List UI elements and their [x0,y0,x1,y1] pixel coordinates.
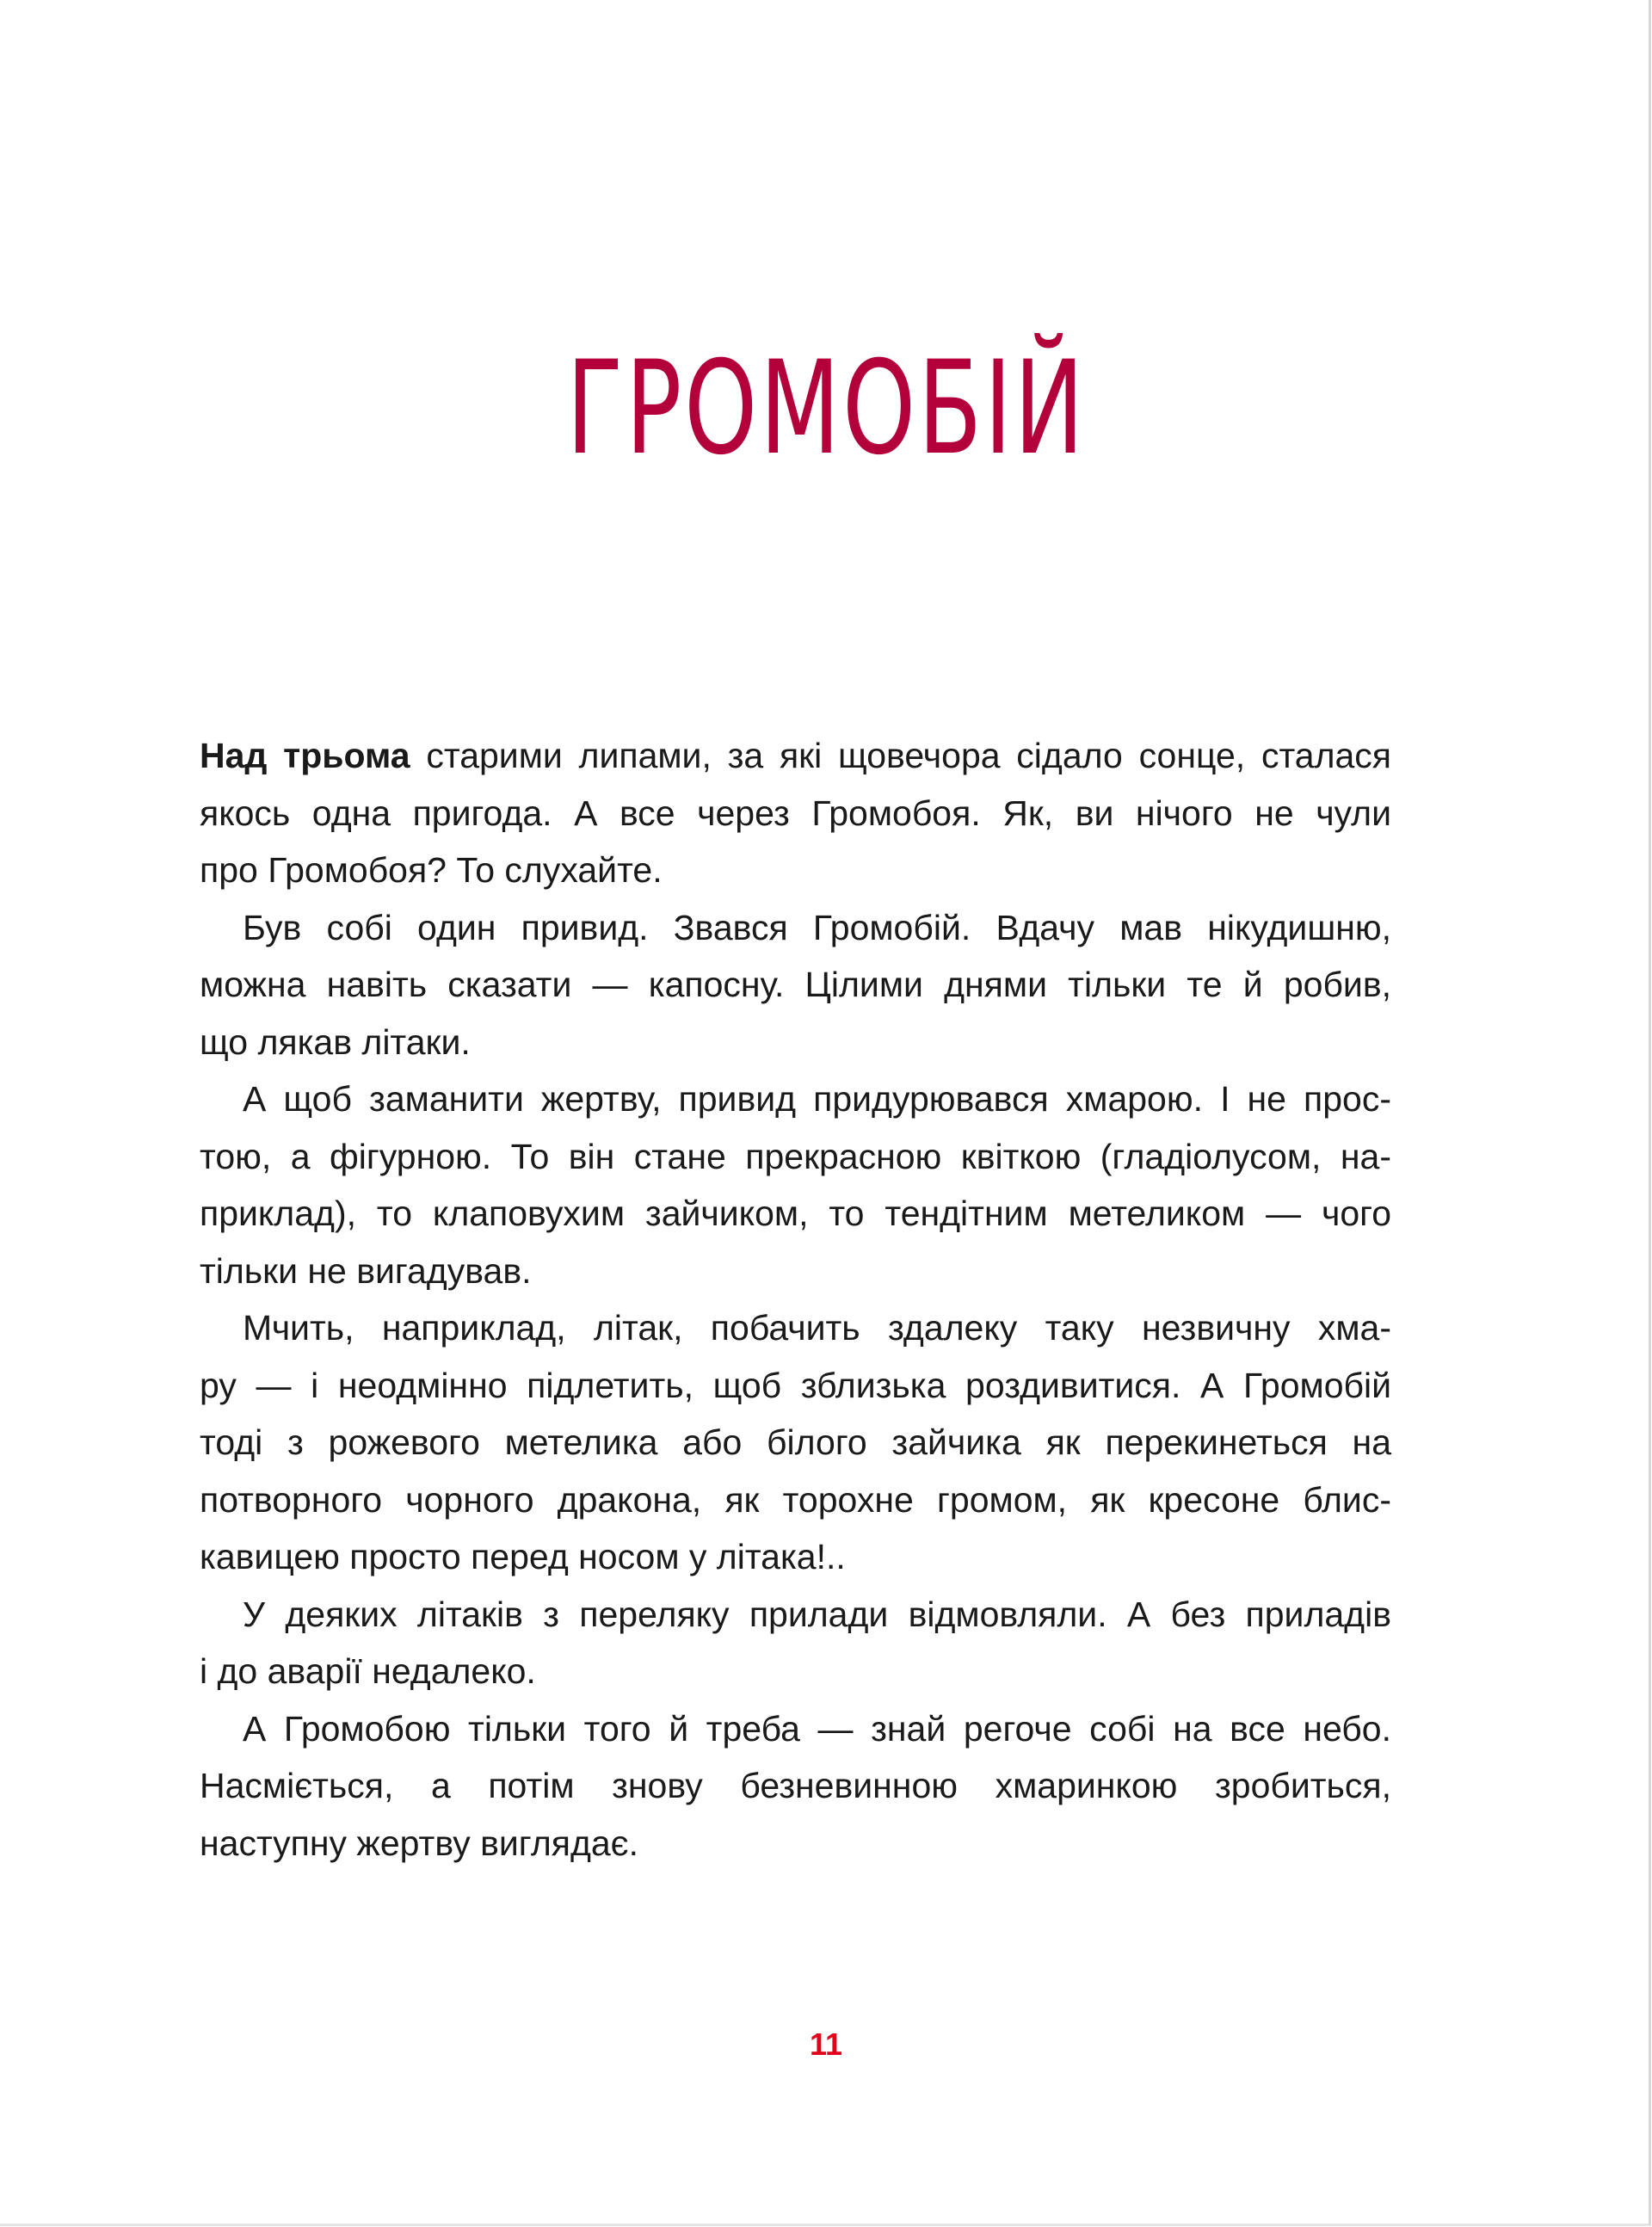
line-text: Мчить, наприклад, літак, побачить здалеку таку незвичну хма- [243,1308,1391,1348]
line-text: старими липами, за які щовечора сідало сонце, сталася [410,736,1391,775]
line-text: У деяких літаків з переляку прилади відмовляли. А без приладів [243,1594,1391,1634]
line-text: наступну жертву виглядає. [200,1823,638,1863]
line-text: А Громобою тільки того й треба — знай регоче собі на все небо. [243,1708,1391,1749]
text-line [200,1643,1391,1700]
line-text: що лякав літаки. [200,1021,471,1062]
line-text: про Громобоя? То слухайте. [200,850,663,890]
line-text: тою, а фігурною. То він стане прекрасною квіткою (гладіолусом, на- [200,1136,1391,1176]
text-line [200,1070,1391,1128]
text-line [200,1586,1391,1644]
text-line [200,899,1391,957]
text-line [200,1700,1391,1758]
line-text: тільки не вигадував. [200,1250,532,1291]
line-text: кавицею просто перед носом у літака!.. [200,1537,846,1576]
text-line [200,1185,1391,1243]
text-line [200,1014,1391,1071]
chapter-title-text: ГРОМОБІЙ [566,334,1086,484]
text-line [200,1299,1391,1357]
text-line [200,956,1391,1014]
line-text: потворного чорного дракона, як торохне громом, як кресоне блис- [200,1479,1391,1520]
text-line [200,1528,1391,1586]
text-line [200,1243,1391,1300]
line-text: Був собі один привид. Звався Громобій. Вдачу мав нікудишню, [243,907,1391,947]
story-text [200,727,1391,1872]
text-line [200,785,1391,842]
line-text: приклад), то клаповухим зайчиком, то тендітним метеликом — чого [200,1194,1391,1233]
text-line [200,1128,1391,1186]
text-line [200,1471,1391,1529]
text-line [200,727,1391,785]
text-line [200,842,1391,899]
line-text: А щоб заманити жертву, привид придурювався хмарою. І не прос- [243,1079,1391,1119]
page-number: 11 [809,2027,843,2062]
line-text: можна навіть сказати — капосну. Цілими днями тільки те й робив, [200,965,1391,1004]
text-line [200,1757,1391,1815]
text-line [200,1357,1391,1415]
line-text: Насміється, а потім знову безневинною хмаринкою зробиться, [200,1766,1391,1805]
lead-in-bold: Над трьома [200,736,410,775]
chapter-title [0,334,1652,484]
line-text: ру — і неодмінно підлетить, щоб зблизька роздивитися. А Громобій [200,1365,1391,1405]
line-text: тоді з рожевого метелика або білого зайчика як перекинеться на [200,1422,1391,1462]
line-text: і до аварії недалеко. [200,1651,536,1691]
text-line [200,1414,1391,1471]
text-line [200,1815,1391,1872]
line-text: якось одна пригода. А все через Громобоя. Як, ви нічого не чули [200,793,1391,833]
